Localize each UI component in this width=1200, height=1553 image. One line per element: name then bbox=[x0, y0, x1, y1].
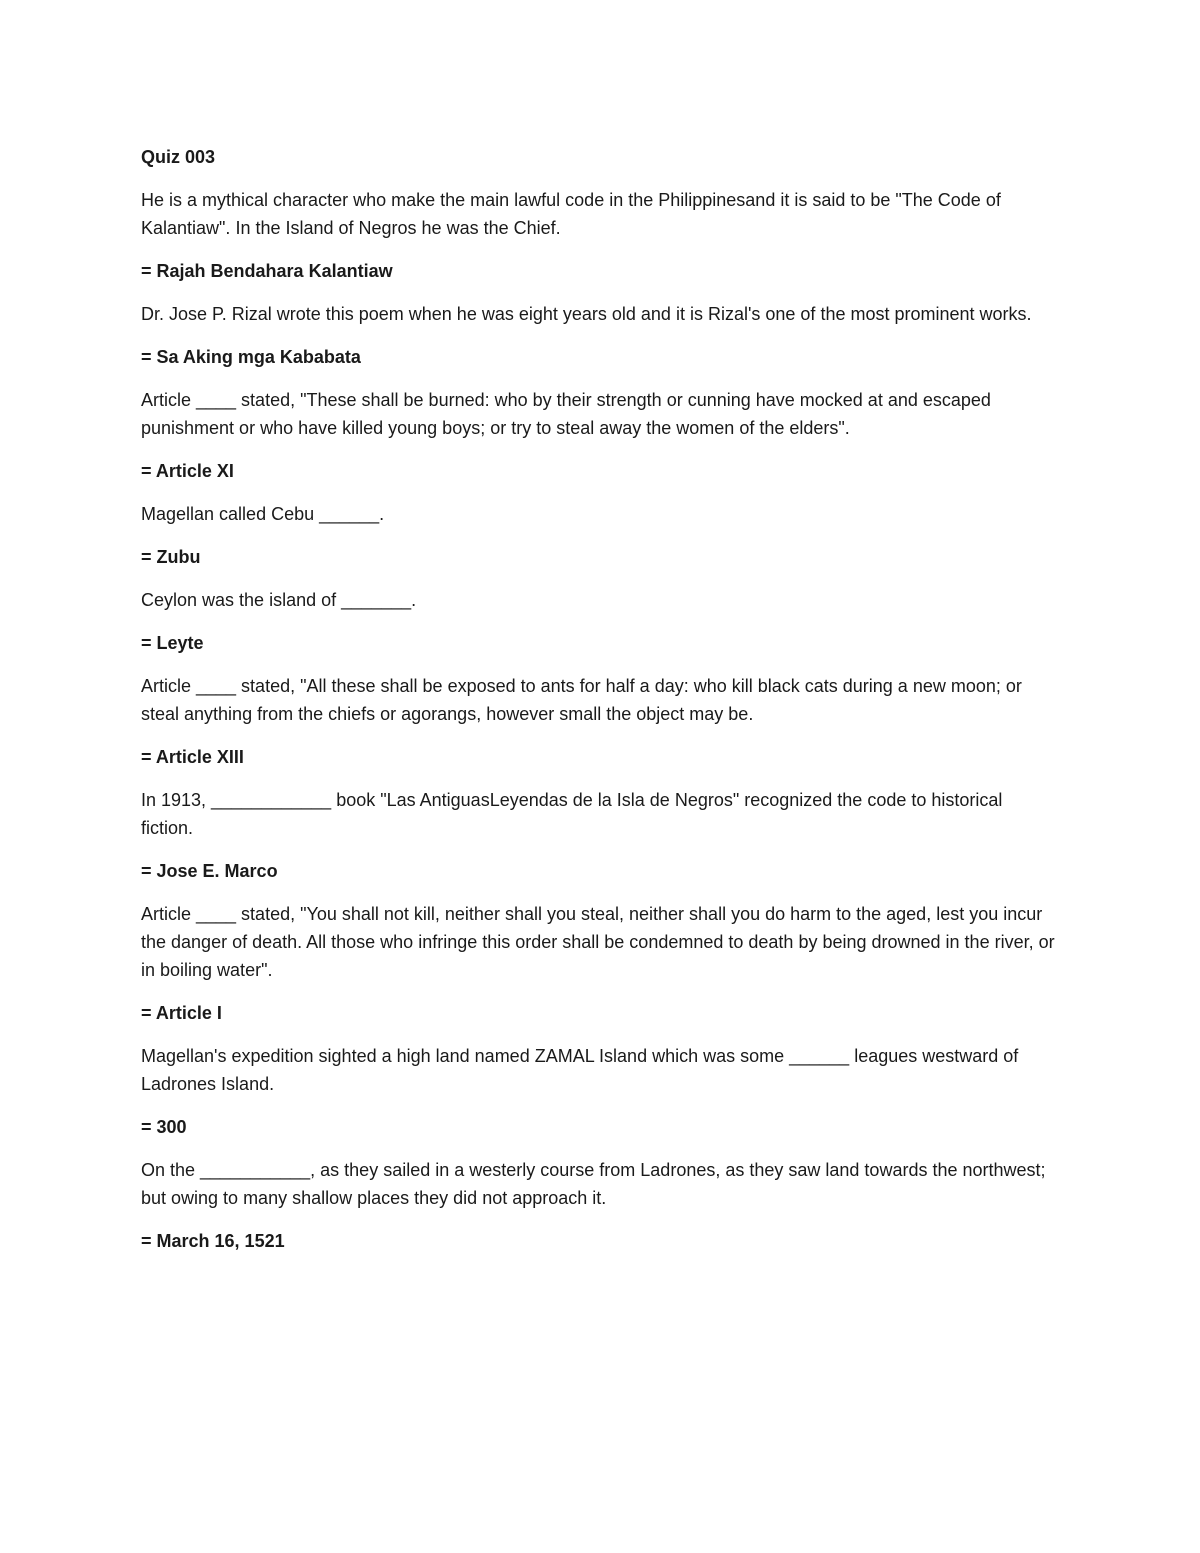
question-text: Magellan's expedition sighted a high land named ZAMAL Island which was some ______ leagues westward of Ladrones Island. bbox=[141, 1046, 1019, 1094]
answer-text: = Article XIII bbox=[141, 747, 244, 767]
page-title: Quiz 003 bbox=[141, 147, 216, 167]
question-text: Dr. Jose P. Rizal wrote this poem when he was eight years old and it is Rizal's one of the most prominent works. bbox=[141, 304, 1032, 324]
question-text: Article ____ stated, "All these shall be exposed to ants for half a day: who kill black cats during a new moon; or steal anything from the chiefs or agorangs, however small the object may be. bbox=[141, 676, 1022, 724]
answer-text: = Article I bbox=[141, 1003, 222, 1023]
question-text: In 1913, ____________ book "Las AntiguasLeyendas de la Isla de Negros" recognized the code to historical fiction. bbox=[141, 790, 1003, 838]
question-text: Article ____ stated, "You shall not kill, neither shall you steal, neither shall you do harm to the aged, lest you incur the danger of death. All those who infringe this order shall be condemned to death by being drowned in the river, or in boiling water". bbox=[141, 904, 1055, 980]
question-text: Article ____ stated, "These shall be burned: who by their strength or cunning have mocked at and escaped punishment or who have killed young boys; or try to steal away the women of the elders". bbox=[141, 390, 991, 438]
answer-text: = 300 bbox=[141, 1117, 187, 1137]
answer-text: = Article XI bbox=[141, 461, 234, 481]
answer-text: = Rajah Bendahara Kalantiaw bbox=[141, 261, 393, 281]
question-text: Magellan called Cebu ______. bbox=[141, 504, 385, 524]
question-text: He is a mythical character who make the main lawful code in the Philippinesand it is said to be "The Code of Kalantiaw". In the Island of Negros he was the Chief. bbox=[141, 190, 1001, 238]
question-text: Ceylon was the island of _______. bbox=[141, 590, 417, 610]
question-text: On the ___________, as they sailed in a westerly course from Ladrones, as they saw land towards the northwest; but owing to many shallow places they did not approach it. bbox=[141, 1160, 1046, 1208]
answer-text: = Sa Aking mga Kababata bbox=[141, 347, 361, 367]
answer-text: = Leyte bbox=[141, 633, 204, 653]
document-body bbox=[141, 143, 1056, 1270]
answer-text: = March 16, 1521 bbox=[141, 1231, 285, 1251]
answer-text: = Jose E. Marco bbox=[141, 861, 278, 881]
answer-text: = Zubu bbox=[141, 547, 201, 567]
